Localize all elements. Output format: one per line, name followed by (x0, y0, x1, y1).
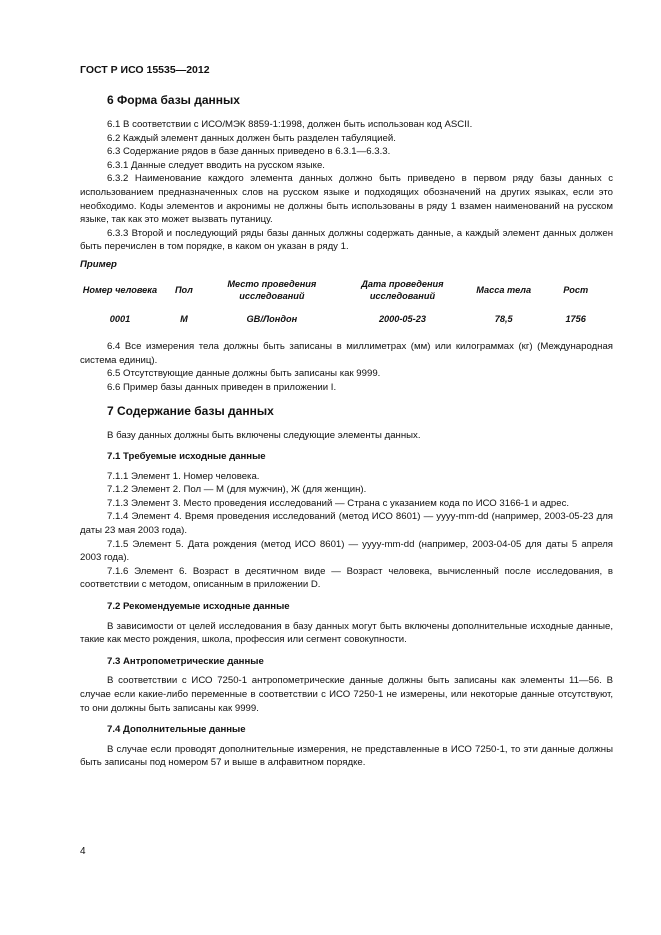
table-cell: М (180, 313, 188, 324)
para-6-1: 6.1 В соответствии с ИСО/МЭК 8859-1:1998, должен быть использован код ASCII. (107, 119, 473, 130)
table-cell: 1756 (565, 313, 586, 324)
table-header-row (80, 278, 613, 313)
para-6-5: 6.5 Отсутствующие данные должны быть записаны как 9999. (107, 368, 381, 380)
table-header: Номер человека (82, 284, 158, 295)
para-6-3: 6.3 Содержание рядов в базе данных приведено в 6.3.1—6.3.3. (107, 146, 391, 158)
table-header: Дата проведения исследований (361, 278, 444, 302)
para-7-4: В случае если проводят дополнительные измерения, не представленные в ИСО 7250-1, то эти данные должны быть записаны под номером 57 и выше в алфавитном порядке. (80, 743, 613, 769)
section-7-title: 7 Содержание базы данных (107, 403, 274, 418)
para-6-3-1: 6.3.1 Данные следует вводить на русском языке. (107, 159, 325, 171)
subsection-7-1-title: 7.1 Требуемые исходные данные (107, 451, 266, 463)
para-7-1-4: 7.1.4 Элемент 4. Время проведения исследований (метод ИСО 8601) — yyyy-mm-dd (например, 2003-05-23 для даты 23 мая 2003 года). (80, 511, 613, 537)
example-table (80, 278, 613, 327)
table-cell: 78,5 (494, 313, 513, 324)
para-7-1-2: 7.1.2 Элемент 2. Пол — М (для мужчин), Ж (для женщин). (107, 484, 367, 496)
para-6-3-3: 6.3.3 Второй и последующий ряды базы данных должны содержать данные, а каждый элемент данных должен быть перечислен в том порядке, в каком он указан в ряду 1. (80, 227, 613, 253)
subsection-7-3-title: 7.3 Антропометрические данные (107, 655, 264, 667)
para-7-1-1: 7.1.1 Элемент 1. Номер человека. (107, 470, 260, 482)
page-number: 4 (80, 846, 86, 857)
example-label: Пример (80, 258, 117, 270)
table-cell: 0001 (109, 313, 131, 324)
para-7-intro: В базу данных должны быть включены следующие элементы данных. (107, 429, 421, 441)
para-7-3: В соответствии с ИСО 7250-1 антропометрические данные должны быть записаны как элементы 11—56. В случае если какие-либо переменные в соответствии с ИСО 7250-1 не измерены, или некоторые данные отсутствуют, то они должны быть записаны как 9999. (80, 675, 613, 714)
table-header: Масса тела (476, 284, 532, 295)
para-6-3-2: 6.3.2 Наименование каждого элемента данных должно быть приведено в первом ряду базы данных с использованием предназначенных слов на русском языке и подходящих обозначений на других языках, если это необходимо. Коды элементов и акронимы не должны быть использованы в ряду 1 взамен наименований на русском языке, так как это может вызвать путаницу. (80, 173, 613, 226)
para-7-1-5: 7.1.5 Элемент 5. Дата рождения (метод ИСО 8601) — yyyy-mm-dd (например, 2003-04-05 для даты 5 апреля 2003 года). (80, 538, 613, 564)
table-row (80, 313, 613, 327)
subsection-7-4-title: 7.4 Дополнительные данные (107, 724, 246, 736)
para-7-2: В зависимости от целей исследования в базу данных могут быть включены дополнительные исходные данные, такие как место рождения, школа, профессия или сегмент совокупности. (80, 620, 613, 646)
para-7-1-6: 7.1.6 Элемент 6. Возраст в десятичном виде — Возраст человека, вычисленный после исследования, в соответствии с методом, описанным в приложении D. (80, 565, 613, 591)
table-cell: 2000-05-23 (378, 313, 426, 324)
para-6-6: 6.6 Пример базы данных приведен в приложении I. (107, 381, 337, 393)
section-6-title: 6 Форма базы данных (107, 93, 240, 107)
para-6-2: 6.2 Каждый элемент данных должен быть разделен табуляцией. (107, 132, 396, 144)
table-cell: GB/Лондон (246, 313, 298, 324)
table-header: Место проведения исследований (227, 278, 317, 302)
document-header: ГОСТ Р ИСО 15535—2012 (80, 64, 210, 76)
page-content (80, 92, 613, 770)
table-header: Пол (174, 284, 193, 295)
subsection-7-2-title: 7.2 Рекомендуемые исходные данные (107, 601, 290, 613)
para-7-1-3: 7.1.3 Элемент 3. Место проведения исследований — Страна с указанием кода по ИСО 3166-1 и адрес. (107, 497, 570, 509)
para-6-4: 6.4 Все измерения тела должны быть записаны в миллиметрах (мм) или килограммах (кг) (Международная система единиц). (80, 341, 613, 366)
table-header: Рост (563, 284, 589, 295)
